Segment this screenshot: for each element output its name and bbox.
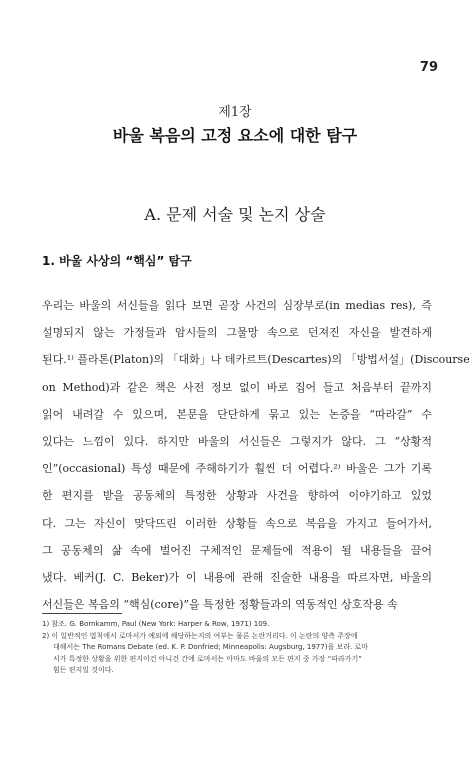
body-line: 된다.¹⁾ 플라톤(Platon)의 「대화」나 데카르트(Descartes)의 「방법서설」(Discourse (42, 353, 470, 367)
footnote-line: 대해서는 The Romans Debate (ed. K. P. Donfried; Minneapolis: Augsburg, 1977)을 보라. 로마 (53, 643, 368, 651)
footnote-line: 1) 참조. G. Bornkamm, Paul (New York: Harper & Row, 1971) 109. (42, 620, 270, 628)
body-line: 다. 그는 자신이 맞닥뜨린 이러한 상황들 속으로 복음을 가지고 들어가서, (42, 516, 432, 530)
body-line: on Method)과 같은 책은 사전 정보 없이 바로 집어 들고 처음부터 끝까지 (42, 380, 432, 394)
footnote-divider (42, 613, 122, 614)
footnote-line: 2) 이 일반적인 법칙에서 로마서가 예외에 해당하는지의 여부는 물론 논란거리다. 이 논란의 양측 주장에 (42, 631, 358, 640)
section-title: A. 문제 서술 및 논지 상술 (144, 205, 326, 224)
footnotes (42, 619, 434, 677)
page-number: 79 (419, 60, 438, 75)
footnote-line: 힘든 편지일 것이다. (53, 666, 114, 674)
body-line: 냈다. 베커(J. C. Beker)가 이 내용에 관해 진술한 내용을 따르자면, 바울의 (42, 570, 432, 584)
body-line: 그 공동체의 삶 속에 벌어진 구체적인 문제들에 적용이 될 내용들을 끌어 (42, 543, 432, 557)
body-line: 있다는 느낌이 있다. 하지만 바울의 서신들은 그렇지가 않다. 그 “상황적 (42, 434, 432, 448)
body-line: 한 편지를 받을 공동체의 특정한 상황과 사건을 향하여 이야기하고 있었 (42, 489, 432, 503)
body-line: 서신들은 복음의 “핵심(core)”을 특정한 정황들과의 역동적인 상호작용 속 (42, 598, 398, 612)
footnote-line: 서가 특정한 상황을 위한 편지이건 아니건 간에 로마서는 아마도 바울의 모든 편지 중 가장 “따라가기” (53, 654, 362, 663)
chapter-title: 바울 복음의 고정 요소에 대한 탐구 (112, 126, 358, 145)
chapter-label: 제1장 (218, 105, 252, 120)
body-text (42, 292, 470, 618)
body-line: 우리는 바울의 서신들을 읽다 보면 곧장 사건의 심장부로(in medias res), 즉 (42, 299, 432, 312)
body-line: 설명되지 않는 가정들과 암시들의 그물망 속으로 던져진 자신을 발견하게 (42, 326, 432, 340)
body-line: 읽어 내려갈 수 있으며, 본문을 단단하게 묶고 있는 논증을 “따라갈” 수 (42, 407, 432, 421)
subsection-title: 1. 바울 사상의 “핵심” 탐구 (42, 254, 192, 268)
body-line: 인”(occasional) 특성 때문에 주해하기가 훨씬 더 어렵다.²⁾ 바울은 그가 기록 (42, 462, 432, 476)
